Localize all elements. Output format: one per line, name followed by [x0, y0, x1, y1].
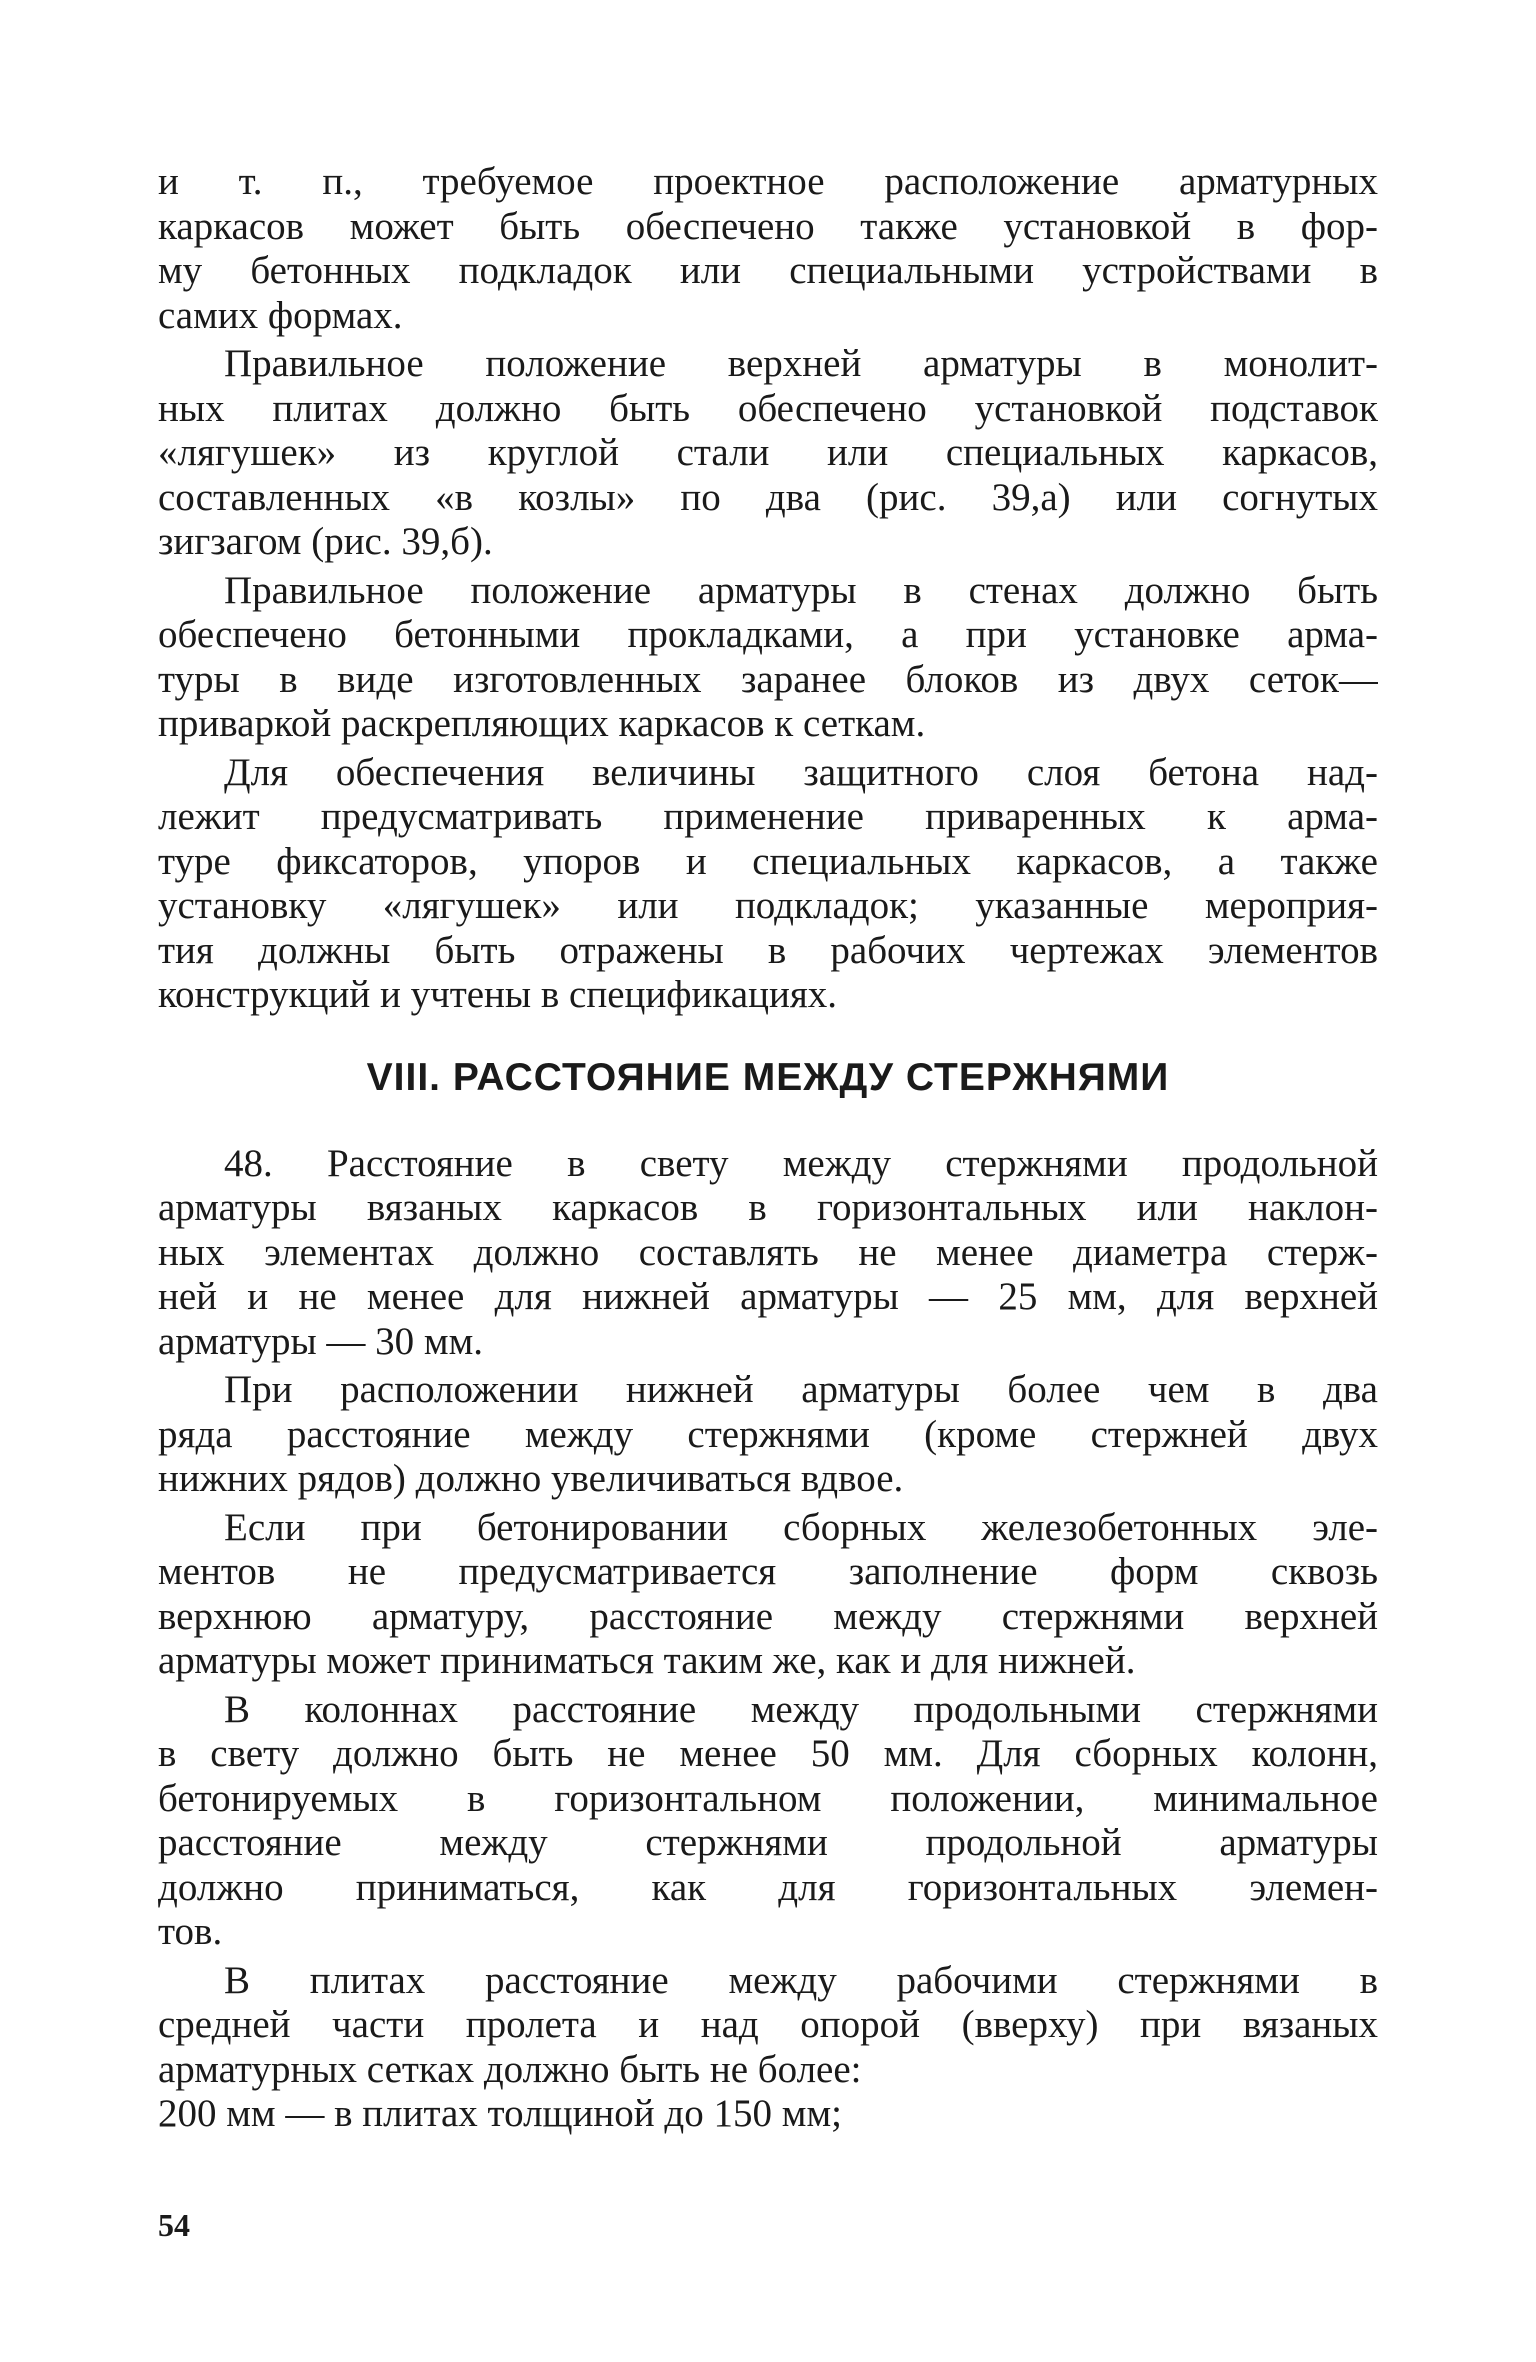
paragraph-1 [158, 160, 1378, 338]
text-line: Правильное положение верхней арматуры в монолит- [224, 342, 1378, 385]
paragraph-7 [158, 1506, 1378, 1684]
text-line: «лягушек» из круглой стали или специальных каркасов, [158, 431, 1378, 474]
text-line: расстояние между стержнями продольной арматуры [158, 1821, 1378, 1864]
text-line: арматурных сетках должно быть не более: [158, 2047, 862, 2091]
text-line: нижних рядов) должно увеличиваться вдвое. [158, 1457, 904, 1500]
text-line: в свету должно быть не менее 50 мм. Для сборных колонн, [158, 1732, 1378, 1775]
text-line: установку «лягушек» или подкладок; указанные мероприя- [158, 884, 1378, 927]
paragraph-9 [158, 1959, 1378, 2093]
paragraph-2 [158, 342, 1378, 565]
text-line: ментов не предусматривается заполнение форм сквозь [158, 1550, 1378, 1593]
text-line: верхнюю арматуру, расстояние между стержнями верхней [158, 1594, 1378, 1638]
text-line: тов. [158, 1910, 223, 1953]
text-line: составленных «в козлы» по два (рис. 39,а) или согнутых [158, 475, 1378, 519]
paragraph-10 [158, 2092, 1378, 2137]
text-line: 48. Расстояние в свету между стержнями продольной [224, 1141, 1378, 1185]
text-line: должно приниматься, как для горизонтальных элемен- [158, 1865, 1378, 1909]
document-page [158, 160, 1378, 2137]
text-line: В колоннах расстояние между продольными стержнями [224, 1687, 1378, 1731]
paragraph-6 [158, 1368, 1378, 1502]
text-line: туре фиксаторов, упоров и специальных каркасов, а также [158, 839, 1378, 883]
text-line: обеспечено бетонными прокладками, а при установке арма- [158, 613, 1378, 656]
text-line: Правильное положение арматуры в стенах должно быть [224, 568, 1378, 612]
section-heading: VIII. РАССТОЯНИЕ МЕЖДУ СТЕРЖНЯМИ [366, 1055, 1170, 1099]
paragraph-4 [158, 751, 1378, 1018]
paragraph-48 [158, 1142, 1378, 1365]
text-line: туры в виде изготовленных заранее блоков из двух сеток— [158, 657, 1378, 701]
text-line: арматуры может приниматься таким же, как и для нижней. [158, 1639, 1136, 1682]
text-line: 200 мм — в плитах толщиной до 150 мм; [158, 2092, 842, 2135]
text-line: арматуры вязаных каркасов в горизонтальных или наклон- [158, 1186, 1378, 1229]
text-line: арматуры — 30 мм. [158, 1319, 484, 1363]
text-line: ных плитах должно быть обеспечено установкой подставок [158, 386, 1378, 430]
text-line: бетонируемых в горизонтальном положении, минимальное [158, 1776, 1378, 1820]
text-line: Для обеспечения величины защитного слоя бетона над- [224, 750, 1378, 794]
text-line: При расположении нижней арматуры более чем в два [224, 1368, 1378, 1411]
text-line: зигзагом (рис. 39,б). [158, 520, 493, 563]
text-line: В плитах расстояние между рабочими стержнями в [224, 1958, 1378, 2002]
text-line: Если при бетонировании сборных железобетонных эле- [224, 1505, 1378, 1549]
text-line: ных элементах должно составлять не менее диаметра стерж- [158, 1230, 1378, 1274]
text-line: средней части пролета и над опорой (вверху) при вязаных [158, 2003, 1378, 2046]
text-line: самих формах. [158, 293, 403, 337]
text-line: лежит предусматривать применение приваренных к арма- [158, 795, 1378, 838]
text-line: ней и не менее для нижней арматуры — 25 мм, для верхней [158, 1275, 1378, 1318]
text-line: и т. п., требуемое проектное расположение арматурных [158, 160, 1378, 203]
text-line: му бетонных подкладок или специальными устройствами в [158, 249, 1378, 292]
page-number: 54 [158, 2207, 190, 2243]
text-line: каркасов может быть обеспечено также установкой в фор- [158, 204, 1378, 248]
text-line: тия должны быть отражены в рабочих чертежах элементов [158, 928, 1378, 972]
text-line: ряда расстояние между стержнями (кроме стержней двух [158, 1412, 1378, 1456]
text-line: конструкций и учтены в спецификациях. [158, 973, 838, 1016]
paragraph-8 [158, 1688, 1378, 1955]
paragraph-3 [158, 569, 1378, 747]
text-line: приваркой раскрепляющих каркасов к сеткам. [158, 702, 926, 745]
